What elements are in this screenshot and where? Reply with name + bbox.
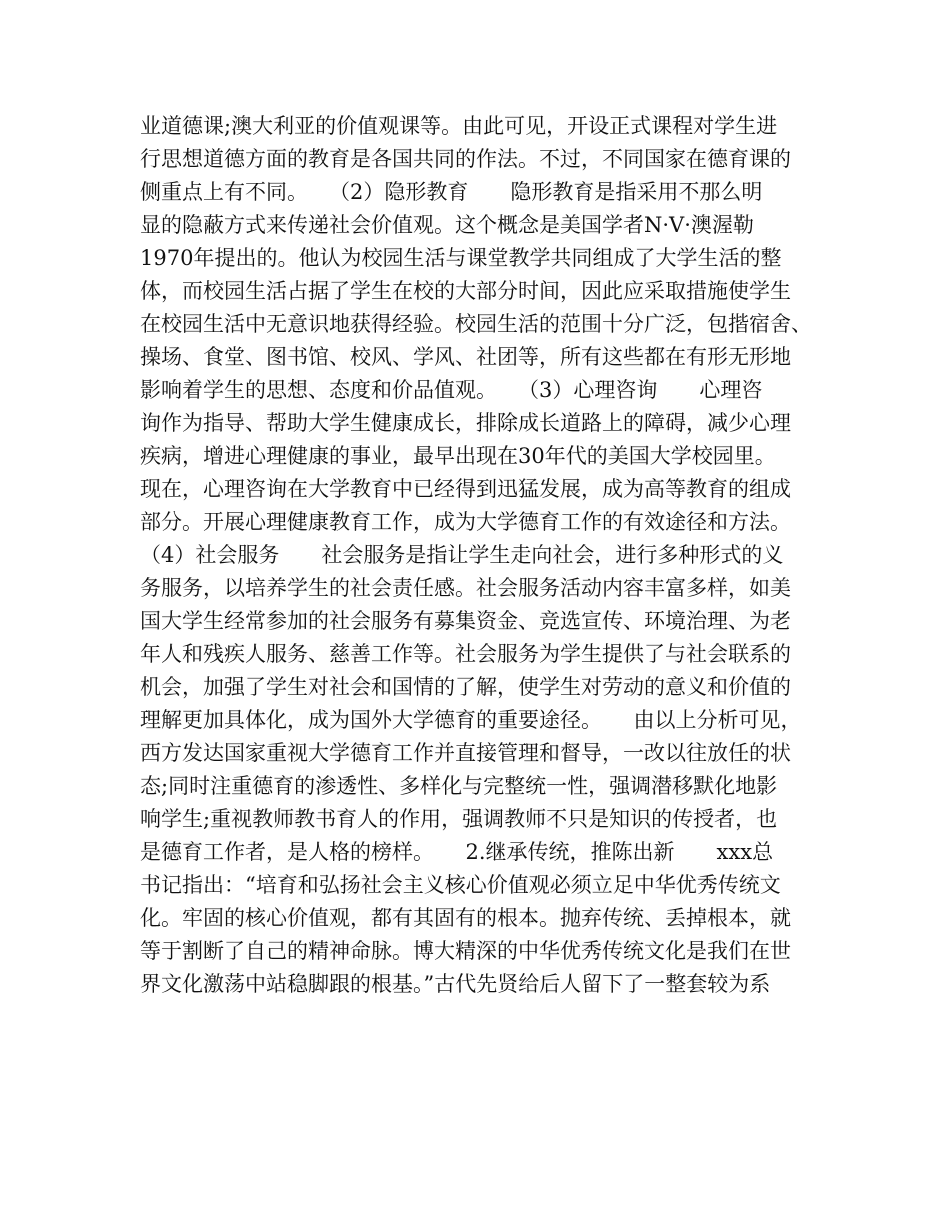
text-line: 国大学生经常参加的社会服务有募集资金、竞选宣传、环境治理、为老 — [140, 609, 791, 633]
text-line: 侧重点上有不同。 （2）隐形教育 隐形教育是指采用不那么明 — [140, 180, 763, 204]
text-line: 1970年提出的。他认为校园生活与课堂教学共同组成了大学生活的整 — [140, 246, 782, 270]
text-line: （4）社会服务 社会服务是指让学生走向社会，进行多种形式的义 — [140, 543, 784, 567]
text-line: 态;同时注重德育的渗透性、多样化与完整统一性，强调潜移默化地影 — [140, 774, 778, 798]
text-line: 响学生;重视教师教书育人的作用，强调教师不只是知识的传授者，也 — [140, 807, 778, 831]
text-line: 部分。开展心理健康教育工作，成为大学德育工作的有效途径和方法。 — [140, 510, 791, 534]
text-line: 现在，心理咨询在大学教育中已经得到迅猛发展，成为高等教育的组成 — [140, 477, 791, 501]
text-line: 业道德课;澳大利亚的价值观课等。由此可见，开设正式课程对学生进 — [140, 114, 778, 138]
text-line: 机会，加强了学生对社会和国情的了解，使学生对劳动的意义和价值的 — [140, 675, 791, 699]
text-line: 询作为指导、帮助大学生健康成长，排除成长道路上的障碍，减少心理 — [140, 411, 791, 435]
text-line: 化。牢固的核心价值观，都有其固有的根本。抛弃传统、丢掉根本，就 — [140, 906, 791, 930]
text-line: 在校园生活中无意识地获得经验。校园生活的范围十分广泛，包揩宿舍、 — [140, 312, 812, 336]
text-line: 界文化激荡中站稳脚跟的根基。”古代先贤给后人留下了一整套较为系 — [140, 972, 771, 996]
text-line: 年人和残疾人服务、慈善工作等。社会服务为学生提供了与社会联系的 — [140, 642, 791, 666]
text-line: 理解更加具体化，成为国外大学德育的重要途径。 由以上分析可见， — [140, 708, 802, 732]
text-line: 是德育工作者，是人格的榜样。 2.继承传统，推陈出新 xxx总 — [140, 840, 774, 864]
text-line: 等于割断了自己的精神命脉。博大精深的中华优秀传统文化是我们在世 — [140, 939, 791, 963]
text-line: 书记指出：“培育和弘扬社会主义核心价值观必须立足中华优秀传统文 — [140, 873, 781, 897]
text-line: 疾病，增进心理健康的事业，最早出现在30年代的美国大学校园里。 — [140, 444, 776, 468]
text-line: 务服务，以培养学生的社会责任感。社会服务活动内容丰富多样，如美 — [140, 576, 791, 600]
text-line: 体，而校园生活占据了学生在校的大部分时间，因此应采取措施使学生 — [140, 279, 791, 303]
text-line: 行思想道德方面的教育是各国共同的作法。不过，不同国家在德育课的 — [140, 147, 791, 171]
text-line: 西方发达国家重视大学德育工作并直接管理和督导，一改以往放任的状 — [140, 741, 791, 765]
text-line: 显的隐蔽方式来传递社会价值观。这个概念是美国学者N·V·澳渥勒 — [140, 213, 754, 237]
text-line: 影响着学生的思想、态度和价品值观。 （3）心理咨询 心理咨 — [140, 378, 763, 402]
text-line: 操场、食堂、图书馆、校风、学风、社团等，所有这些都在有形无形地 — [140, 345, 791, 369]
body-text — [140, 110, 820, 1001]
